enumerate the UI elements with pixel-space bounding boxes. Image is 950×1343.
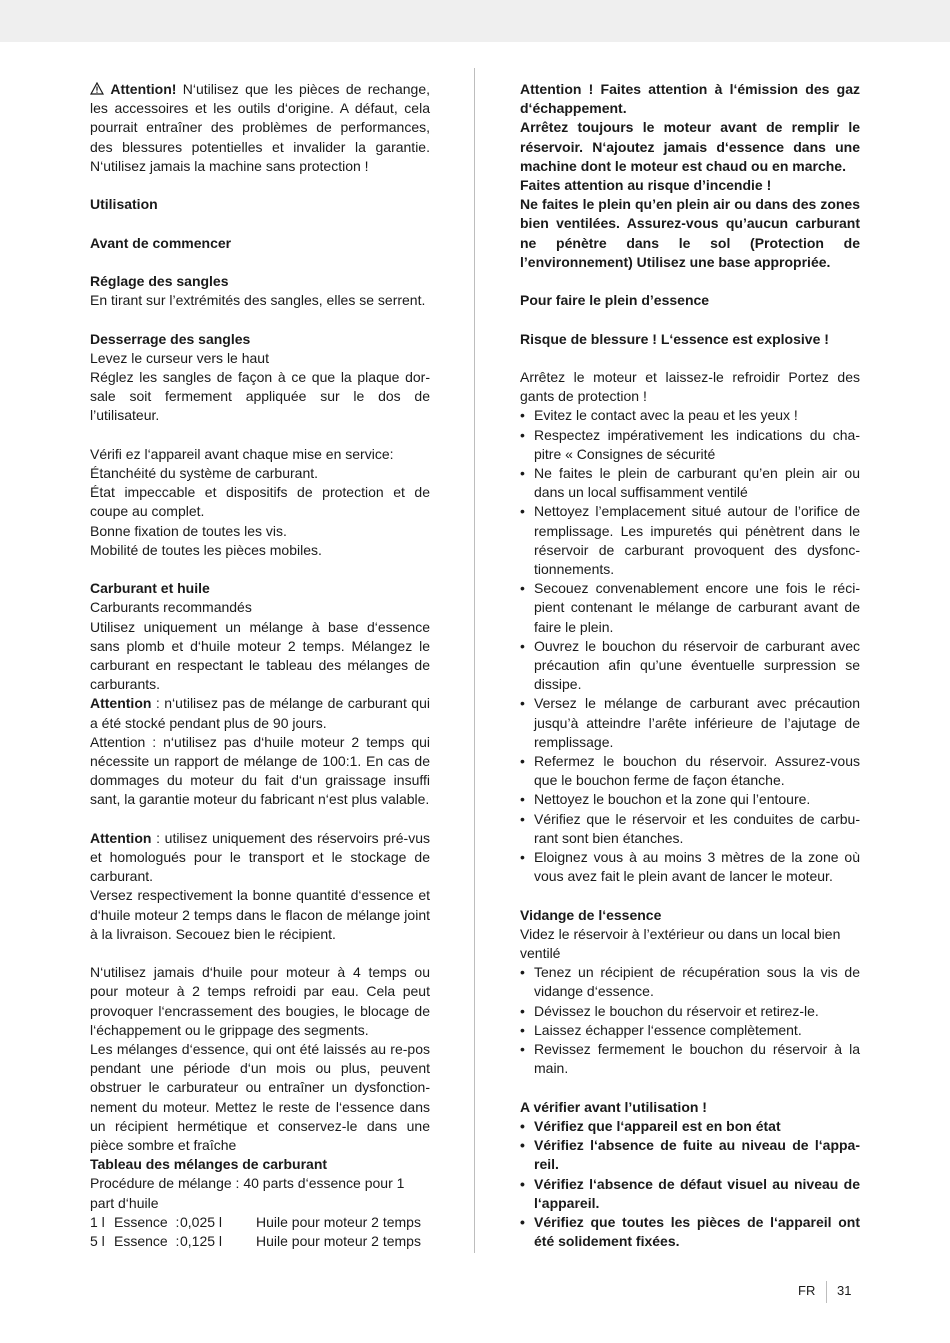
mix-row	[90, 1213, 430, 1232]
warning-fire: Faites attention au risque d’incendie !	[520, 177, 772, 194]
heading-avant: Avant de commencer	[90, 234, 232, 251]
list-item: • Eloignez vous à au moins 3 mètres de la zone où vous avez fait le plein avant de lancer le moteur.	[520, 848, 860, 886]
list-item: • Laissez échapper l‘essence complètement.	[520, 1021, 860, 1040]
list-item: • Vérifiez l‘absence de défaut visuel au niveau de l‘appareil.	[520, 1175, 860, 1213]
list-item: • Secouez convenablement encore une fois le réci-pient contenant le mélange de carburant avant de faire le plein.	[520, 579, 860, 637]
heading-risque: Risque de blessure ! L‘essence est explosive !	[520, 330, 829, 347]
list-item: • Ne faites le plein de carburant qu’en plein air ou dans un local suffisamment ventilé	[520, 464, 860, 502]
melanges-text: Les mélanges d‘essence, qui ont été laissés au re-pos pendant une période d‘un mois ou plus, peuvent obstruer le carburateur ou entraîner un dysfonction-nement du moteur. Mettez le reste de l‘essence dans un récipient hermétique et conservez-le dans une pièce sombre et fraîche	[90, 1041, 430, 1154]
footer-language: FR	[798, 1283, 816, 1298]
list-item: • Refermez le bouchon du réservoir. Assurez-vous que le bouchon ferme de façon étanche.	[520, 752, 860, 790]
desserrage-step-1: Levez le curseur vers le haut	[90, 349, 269, 366]
procedure-text: Procédure de mélange : 40 parts d‘essence pour 1 part d‘huile	[90, 1175, 405, 1211]
attention-label: Attention	[90, 695, 152, 712]
mix-oil: 0,125 l	[180, 1233, 223, 1250]
heading-vidange: Vidange de l‘essence	[520, 906, 662, 923]
warning-air: Ne faites le plein qu’en plein air ou dans des zones bien ventilées. Assurez-vous qu’aucun carburant ne pénètre dans le sol (Protection de l’environnement) Utilisez une base appropriée.	[520, 196, 860, 270]
heading-carburant: Carburant et huile	[90, 580, 210, 597]
verif-item: Mobilité de toutes les pièces mobiles.	[90, 541, 322, 558]
plein-list	[520, 406, 860, 886]
attention-paragraph	[90, 80, 430, 176]
heading-utilisation: Utilisation	[90, 196, 158, 213]
list-item: • Versez le mélange de carburant avec précaution jusqu’à atteindre l’arête inférieure de l’ajutage de remplissage.	[520, 694, 860, 752]
footer-separator	[826, 1281, 827, 1303]
list-item: • Respectez impérativement les indications du cha-pitre « Consignes de sécurité	[520, 426, 860, 464]
right-column	[520, 80, 860, 1251]
mix-label: Essence :	[114, 1233, 180, 1250]
list-item: • Tenez un récipient de récupération sous la vis de vidange d‘essence.	[520, 963, 860, 1001]
carburant-text: Utilisez uniquement un mélange à base d‘essence sans plomb et d‘huile moteur 2 temps. Mélangez le carburant en respectant le tableau des mélanges de carburants.	[90, 618, 430, 693]
verifier-list	[520, 1117, 860, 1251]
heading-verifier: A vérifier avant l’utilisation !	[520, 1098, 707, 1115]
versez-text: Versez respectivement la bonne quantité d‘essence et d‘huile moteur 2 temps dans le flacon de mélange joint à la livraison. Secouez bien le récipient.	[90, 887, 430, 942]
list-item: • Vérifiez que le réservoir et les conduites de carbu-rant sont bien étanches.	[520, 810, 860, 848]
list-item: • Vérifiez que l‘appareil est en bon état	[520, 1117, 860, 1136]
top-band	[0, 0, 950, 42]
verif-item: Bonne fixation de toutes les vis.	[90, 522, 287, 539]
mix-row	[90, 1232, 430, 1251]
warning-gas: Attention ! Faites attention à l‘émission des gaz d‘échappement.	[520, 81, 860, 117]
page-number: 31	[837, 1283, 852, 1298]
attention-text: N‘utilisez que les pièces de rechange, les accessoires et les outils d‘origine. A défaut, cela pourrait entraîner des problèmes de performances, des blessures potentielles et invalider la garantie. N‘utilisez jamais la machine sans protection !	[90, 81, 431, 174]
left-column	[90, 80, 430, 1251]
carburant-attention	[90, 694, 430, 732]
mix-oil: 0,025 l	[180, 1213, 223, 1230]
list-item: • Ouvrez le bouchon du réservoir de carburant avec précaution afin qu’une éventuelle surpression se dissipe.	[520, 637, 860, 695]
mix-desc: Huile pour moteur 2 temps	[256, 1213, 421, 1230]
list-item: • Dévissez le bouchon du réservoir et retirez-le.	[520, 1002, 860, 1021]
warning-triangle-icon	[90, 82, 104, 95]
list-item: • Evitez le contact avec la peau et les yeux !	[520, 406, 860, 425]
vidange-intro: Videz le réservoir à l’extérieur ou dans un local bien ventilé	[520, 925, 841, 962]
list-item: • Vérifiez l‘absence de fuite au niveau de l‘appa-reil.	[520, 1136, 860, 1174]
desserrage-step-2: Réglez les sangles de façon à ce que la plaque dor-sale soit fermement appliquée sur le dos de l’utilisateur.	[90, 368, 430, 424]
column-divider	[474, 68, 475, 1253]
vidange-list	[520, 963, 860, 1078]
mix-qty: 5 l	[90, 1233, 105, 1250]
carburants-recommandes: Carburants recommandés	[90, 599, 252, 616]
verif-item: État impeccable et dispositifs de protection et de coupe au complet.	[90, 484, 430, 520]
attention-text: : utilisez uniquement des réservoirs pré-vus et homologués pour le transport et le stockage de carburant.	[90, 829, 430, 885]
attention-label: Attention!	[110, 81, 177, 97]
heading-plein: Pour faire le plein d’essence	[520, 292, 710, 309]
list-item: • Revissez fermement le bouchon du réservoir à la main.	[520, 1040, 860, 1078]
warning-stop: Arrêtez toujours le moteur avant de remplir le réservoir. N‘ajoutez jamais d‘essence dans une machine dont le moteur est chaud ou en marche.	[520, 119, 860, 174]
carburant-attention-2: Attention : n‘utilisez pas d‘huile moteur 2 temps qui nécessite un rapport de mélange de 100:1. En cas de dommages du moteur du fait d‘un graissage insuffi sant, la garantie moteur du fabricant n‘est plus valable.	[90, 733, 430, 808]
mix-qty: 1 l	[90, 1213, 105, 1230]
never-text: N‘utilisez jamais d‘huile pour moteur à 4 temps ou pour moteur à 2 temps refroidi par eau. Cela peut provoquer l‘encrassement des bougies, le blocage de l‘échappement ou le grippage des segments.	[90, 964, 430, 1038]
heading-reglage: Réglage des sangles	[90, 272, 229, 289]
mix-label: Essence :	[114, 1213, 180, 1230]
mix-desc: Huile pour moteur 2 temps	[256, 1233, 421, 1250]
plein-intro: Arrêtez le moteur et laissez-le refroidir Portez des gants de protection !	[520, 369, 860, 405]
heading-tableau: Tableau des mélanges de carburant	[90, 1156, 328, 1173]
list-item: • Vérifiez que toutes les pièces de l‘appareil ont été solidement fixées.	[520, 1213, 860, 1251]
attention-text: : n‘utilisez pas de mélange de carburant qui a été stocké pendant plus de 90 jours.	[90, 695, 430, 731]
reglage-text: En tirant sur l’extrémités des sangles, elles se serrent.	[90, 292, 426, 309]
attention-label: Attention	[90, 829, 152, 846]
verif-intro: Vérifi ez l‘appareil avant chaque mise en service:	[90, 445, 394, 462]
heading-desserrage: Desserrage des sangles	[90, 330, 251, 347]
list-item: • Nettoyez l’emplacement situé autour de l’orifice de remplissage. Les impuretés qui pénètrent dans le réservoir de carburant provoquent des dysfonc-tionnements.	[520, 502, 860, 579]
list-item: • Nettoyez le bouchon et la zone qui l’entoure.	[520, 790, 860, 809]
verif-item: Étanchéité du système de carburant.	[90, 464, 319, 481]
reservoirs-attention	[90, 829, 430, 887]
